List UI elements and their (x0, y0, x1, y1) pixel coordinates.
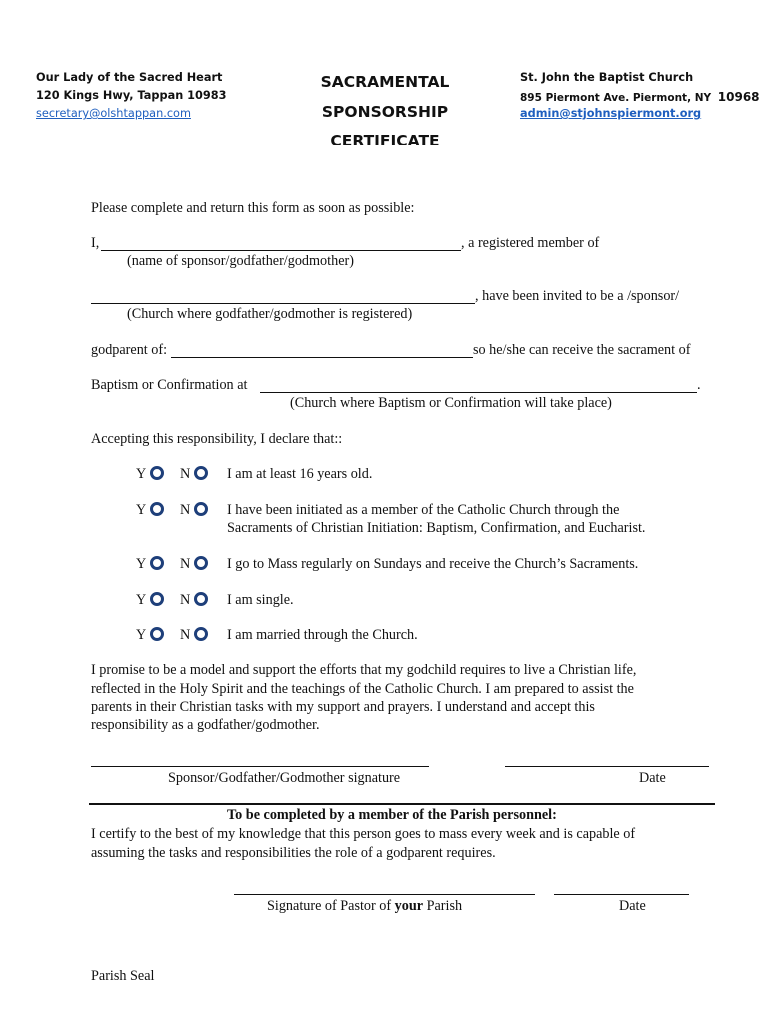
parish-section-heading: To be completed by a member of the Parish personnel: (227, 807, 557, 823)
title-line-3-clip (300, 128, 470, 145)
statement-row-5-no (180, 627, 208, 644)
statement-row-2-yes (136, 502, 164, 519)
sacrament-church-prefix: Baptism or Confirmation at (91, 377, 248, 393)
sponsor-church-caption: (Church where godfather/godmother is registered) (127, 306, 413, 322)
certify-line-2: assuming the tasks and responsibilities the role of a godparent requires. (91, 845, 496, 861)
statement-row-4-yes (136, 592, 164, 609)
sponsor-name-field[interactable] (101, 250, 461, 251)
sacrament-church-caption: (Church where Baptism or Confirmation will take place) (290, 395, 612, 411)
statement-2-text-cont: Sacraments of Christian Initiation: Baptism, Confirmation, and Eucharist. (227, 520, 646, 536)
statement-3-text: I go to Mass regularly on Sundays and receive the Church’s Sacraments. (227, 556, 639, 572)
title-line-3: CERTIFICATE (330, 132, 440, 145)
no-radio[interactable] (194, 627, 208, 641)
pastor-date-label: Date (619, 898, 646, 914)
sponsor-name-prefix: I, (91, 235, 100, 251)
sponsor-name-caption: (name of sponsor/godfather/godmother) (127, 253, 354, 269)
parish-address-right-street: 895 Piermont Ave. Piermont, NY (520, 92, 712, 104)
no-label: N (180, 466, 191, 482)
no-label: N (180, 502, 191, 518)
pastor-signature-label (267, 898, 462, 915)
pastor-signature-field[interactable] (234, 894, 535, 895)
no-radio[interactable] (194, 556, 208, 570)
statement-row-1-no (180, 466, 208, 483)
pastor-date-field[interactable] (554, 894, 689, 895)
pastor-sig-suffix: Parish (423, 898, 463, 914)
promise-line-2: reflected in the Holy Spirit and the teachings of the Catholic Church. I am prepared to assist the (91, 681, 634, 697)
promise-line-3: parents in their Christian tasks with my support and prayers. I understand and accept this (91, 699, 595, 715)
sacrament-church-suffix: . (697, 377, 701, 393)
statement-row-3-no (180, 556, 208, 573)
promise-line-4: responsibility as a godfather/godmother. (91, 717, 320, 733)
statement-1-text: I am at least 16 years old. (227, 466, 373, 482)
certify-line-1: I certify to the best of my knowledge that this person goes to mass every week and is capable of (91, 826, 636, 842)
yes-radio[interactable] (150, 556, 164, 570)
no-radio[interactable] (194, 592, 208, 606)
sponsor-church-field[interactable] (91, 303, 475, 304)
statement-row-5-yes (136, 627, 164, 644)
yes-radio[interactable] (150, 466, 164, 480)
yes-radio[interactable] (150, 627, 164, 641)
declare-text: Accepting this responsibility, I declare that:: (91, 431, 343, 447)
title-line-1: SACRAMENTAL (320, 73, 450, 91)
pastor-sig-bold: your (394, 898, 424, 914)
parish-address-right-zip: 10968 (717, 90, 760, 104)
statement-2-text: I have been initiated as a member of the Catholic Church through the (227, 502, 620, 518)
sponsor-signature-field[interactable] (91, 766, 429, 767)
no-radio[interactable] (194, 502, 208, 516)
title-line-2: SPONSORSHIP (321, 103, 449, 121)
yes-radio[interactable] (150, 502, 164, 516)
statement-row-3-yes (136, 556, 164, 573)
no-label: N (180, 556, 191, 572)
parish-email-right[interactable]: admin@stjohnspiermont.org (520, 107, 702, 120)
parish-address-right (520, 90, 760, 104)
sponsor-signature-label: Sponsor/Godfather/Godmother signature (168, 770, 401, 786)
intro-text: Please complete and return this form as soon as possible: (91, 200, 415, 216)
parish-address-left: 120 Kings Hwy, Tappan 10983 (36, 89, 227, 102)
parish-name-right: St. John the Baptist Church (520, 71, 694, 84)
section-divider (89, 803, 715, 805)
no-label: N (180, 627, 191, 643)
godchild-name-field[interactable] (171, 357, 473, 358)
sponsor-date-field[interactable] (505, 766, 709, 767)
statement-4-text: I am single. (227, 592, 294, 608)
yes-label: Y (136, 592, 147, 608)
statement-row-2-no (180, 502, 208, 519)
yes-label: Y (136, 627, 147, 643)
yes-label: Y (136, 556, 147, 572)
pastor-sig-prefix: Signature of Pastor of (267, 898, 395, 914)
yes-radio[interactable] (150, 592, 164, 606)
statement-row-1-yes (136, 466, 164, 483)
yes-label: Y (136, 466, 147, 482)
sacrament-church-field[interactable] (260, 392, 697, 393)
statement-row-4-no (180, 592, 208, 609)
no-label: N (180, 592, 191, 608)
sponsor-church-suffix: , have been invited to be a /sponsor/ (475, 288, 680, 304)
sponsor-date-label: Date (639, 770, 666, 786)
parish-email-left[interactable]: secretary@olshtappan.com (36, 107, 191, 120)
godchild-prefix: godparent of: (91, 342, 168, 358)
statement-5-text: I am married through the Church. (227, 627, 418, 643)
promise-line-1: I promise to be a model and support the efforts that my godchild requires to live a Christian life, (91, 662, 637, 678)
parish-seal-label: Parish Seal (91, 968, 155, 984)
godchild-suffix: so he/she can receive the sacrament of (473, 342, 691, 358)
no-radio[interactable] (194, 466, 208, 480)
yes-label: Y (136, 502, 147, 518)
sponsor-name-suffix: , a registered member of (461, 235, 600, 251)
parish-name-left: Our Lady of the Sacred Heart (36, 71, 223, 84)
